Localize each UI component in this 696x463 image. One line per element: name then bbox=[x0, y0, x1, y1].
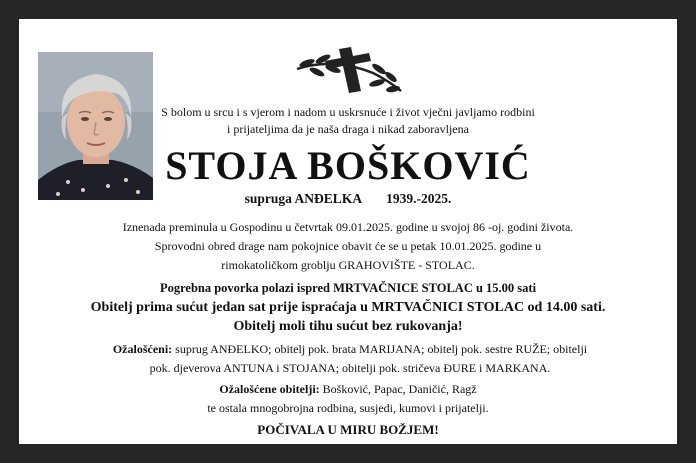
families-line-1 bbox=[19, 380, 677, 399]
mourners-label: Ožalošćeni: bbox=[112, 342, 173, 356]
intro-line-1: S bolom u srcu i s vjerom i nadom u uskrsnuće i život vječni javljamo rodbini bbox=[161, 105, 535, 119]
procession-line-2: Obitelj prima sućut jedan sat prije ispraćaja u MRTVAČNICI STOLAC od 14.00 sati. bbox=[90, 300, 606, 315]
procession-info bbox=[19, 279, 677, 336]
closing-text: POČIVALA U MIRU BOŽJEM! bbox=[257, 422, 439, 437]
details-line-2: Sprovodni obred drage nam pokojnice obavit će se u petak 10.01.2025. godine u bbox=[154, 239, 542, 253]
deceased-name: STOJA BOŠKOVIĆ bbox=[165, 143, 531, 188]
spouse-and-years bbox=[19, 190, 677, 208]
families-list bbox=[19, 380, 677, 418]
details-line-3: rimokatoličkom groblju GRAHOVIŠTE - STOLAC. bbox=[221, 258, 475, 272]
mourners-list bbox=[41, 340, 659, 378]
procession-line-3: Obitelj moli tihu sućut bez rukovanja! bbox=[233, 319, 463, 334]
spouse-label: supruga ANĐELKA bbox=[244, 191, 363, 206]
obituary-card bbox=[19, 19, 677, 444]
mourners-text-1: suprug ANĐELKO; obitelj pok. brata MARIJANA; obitelj pok. sestre RUŽE; obitelji bbox=[172, 342, 588, 356]
death-details bbox=[19, 218, 677, 275]
details-line-1: Iznenada preminula u Gospodinu u četvrtak 09.01.2025. godine u svojoj 86 -oj. godini života. bbox=[122, 220, 574, 234]
cross-emblem-icon bbox=[293, 39, 405, 95]
life-years: 1939.-2025. bbox=[386, 191, 452, 206]
families-label: Ožalošćene obitelji: bbox=[219, 382, 320, 396]
families-text: Bošković, Papac, Daničić, Ragž bbox=[319, 382, 477, 396]
mourners-line-2: pok. djeverova ANTUNA i STOJANA; obitelji pok. stričeva ĐURE i MARKANA. bbox=[149, 361, 551, 375]
families-line-2: te ostala mnogobrojna rodbina, susjedi, kumovi i prijatelji. bbox=[207, 401, 489, 415]
mourners-line-1 bbox=[41, 340, 659, 359]
procession-line-1: Pogrebna povorka polazi ispred MRTVAČNICE STOLAC u 15.00 sati bbox=[159, 281, 537, 295]
intro-line-2: i prijateljima da je naša draga i nikad zaboravljena bbox=[227, 122, 469, 136]
intro-text bbox=[19, 104, 677, 138]
